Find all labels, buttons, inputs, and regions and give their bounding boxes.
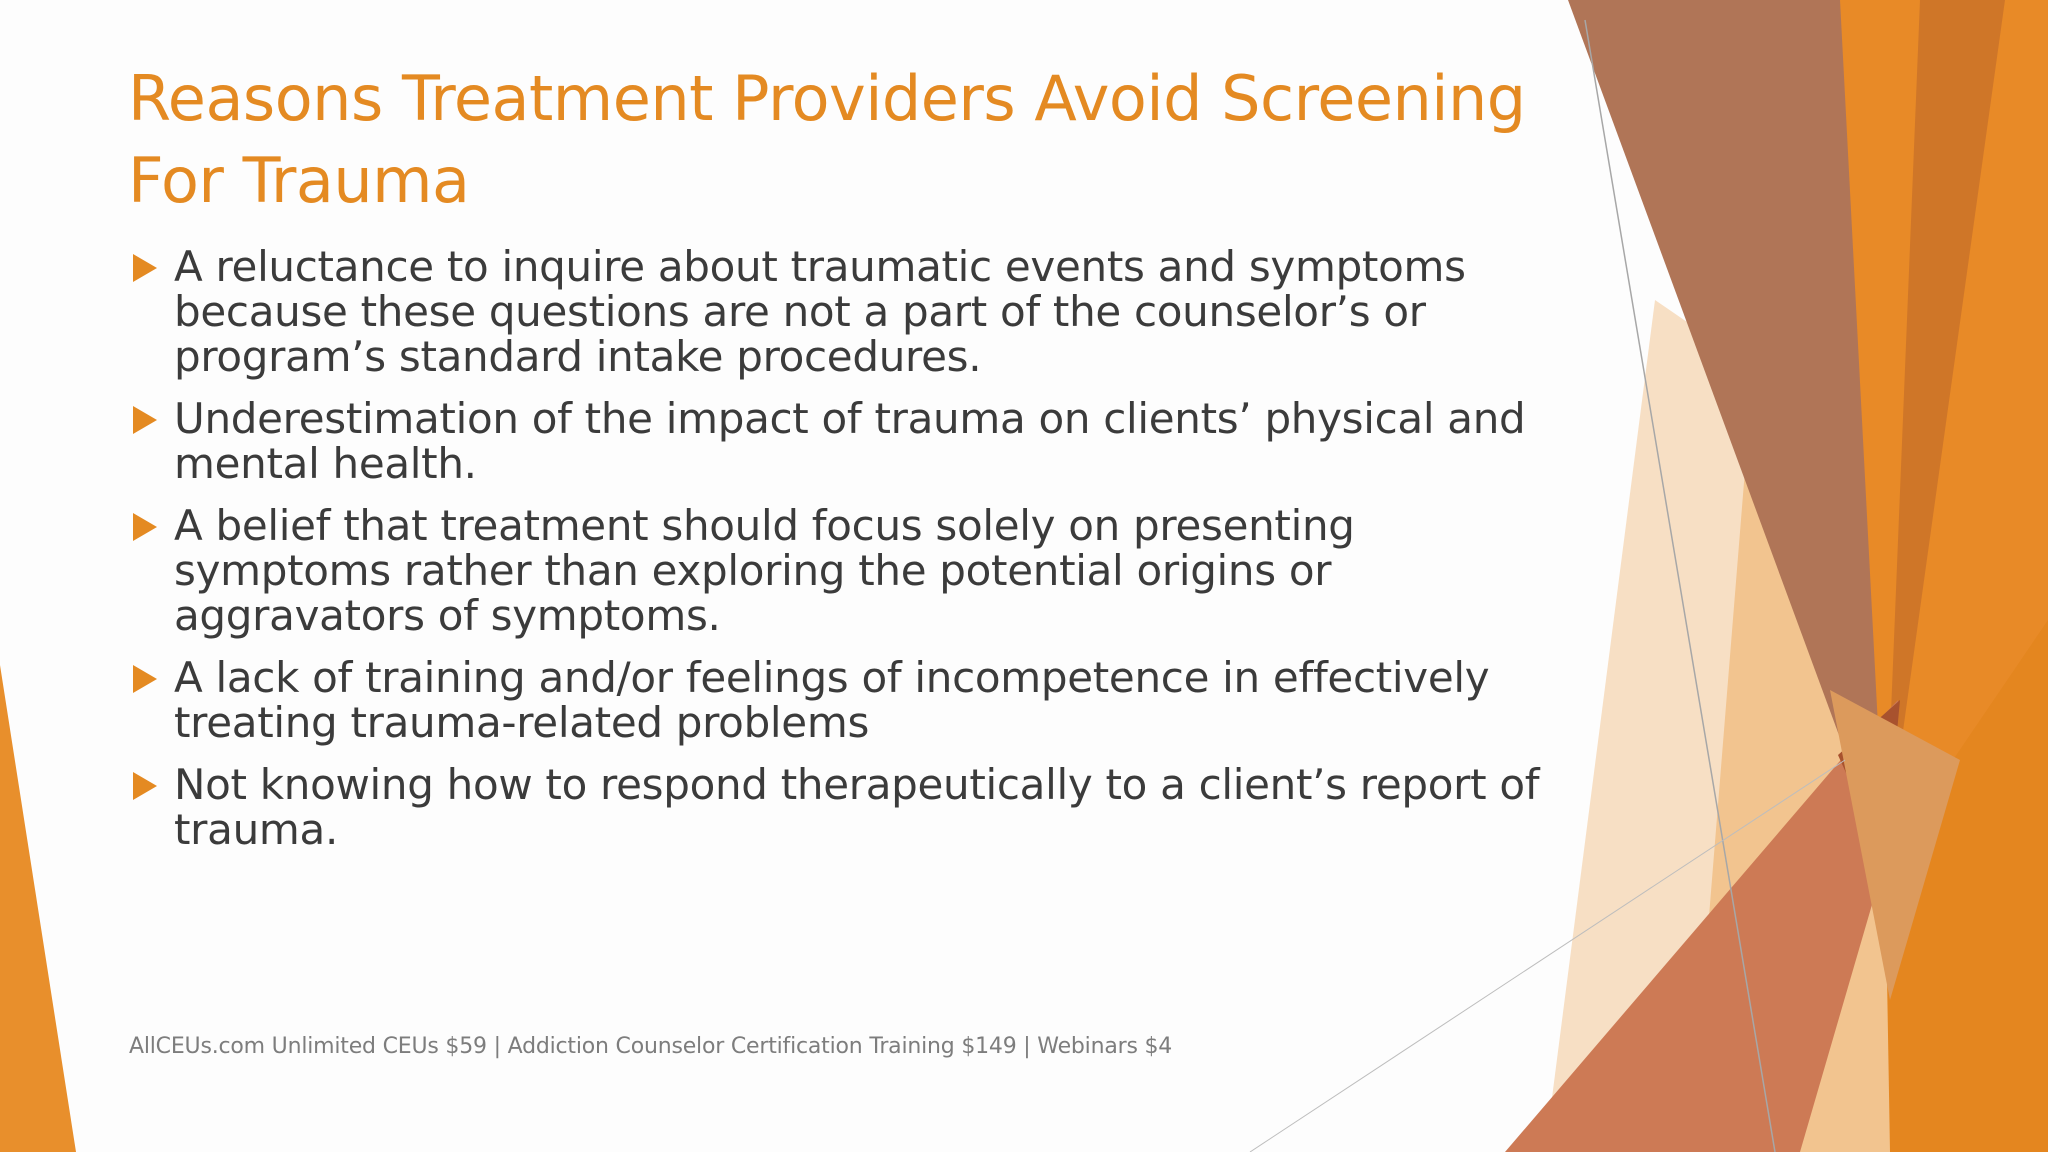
bullet-item bbox=[132, 762, 1552, 852]
bullet-text: Underestimation of the impact of trauma on clients’ physical and mental health. bbox=[174, 394, 1526, 488]
bullet-text: A belief that treatment should focus solely on presenting symptoms rather than exploring the potential origins or aggravators of symptoms. bbox=[174, 501, 1355, 640]
right-triangle-icon bbox=[133, 772, 157, 800]
bullet-item bbox=[132, 655, 1552, 745]
bullet-item bbox=[132, 396, 1552, 486]
slide-title: Reasons Treatment Providers Avoid Screening For Trauma bbox=[128, 62, 1526, 217]
bullet-text: A lack of training and/or feelings of incompetence in effectively treating trauma-related problems bbox=[174, 653, 1490, 747]
bullet-list bbox=[132, 244, 1552, 869]
right-triangle-icon bbox=[133, 665, 157, 693]
right-triangle-icon bbox=[133, 254, 157, 282]
bullet-item bbox=[132, 244, 1552, 379]
bullet-text: A reluctance to inquire about traumatic events and symptoms because these questions are not a part of the counselor’s or program’s standard intake procedures. bbox=[174, 242, 1466, 381]
right-triangle-icon bbox=[133, 513, 157, 541]
bullet-text: Not knowing how to respond therapeutically to a client’s report of trauma. bbox=[174, 760, 1540, 854]
left-accent-shape bbox=[0, 665, 76, 1152]
slide-footer: AllCEUs.com Unlimited CEUs $59 | Addiction Counselor Certification Training $149 | Webinars $4 bbox=[129, 1034, 1173, 1059]
bullet-item bbox=[132, 503, 1552, 638]
right-triangle-icon bbox=[133, 406, 157, 434]
